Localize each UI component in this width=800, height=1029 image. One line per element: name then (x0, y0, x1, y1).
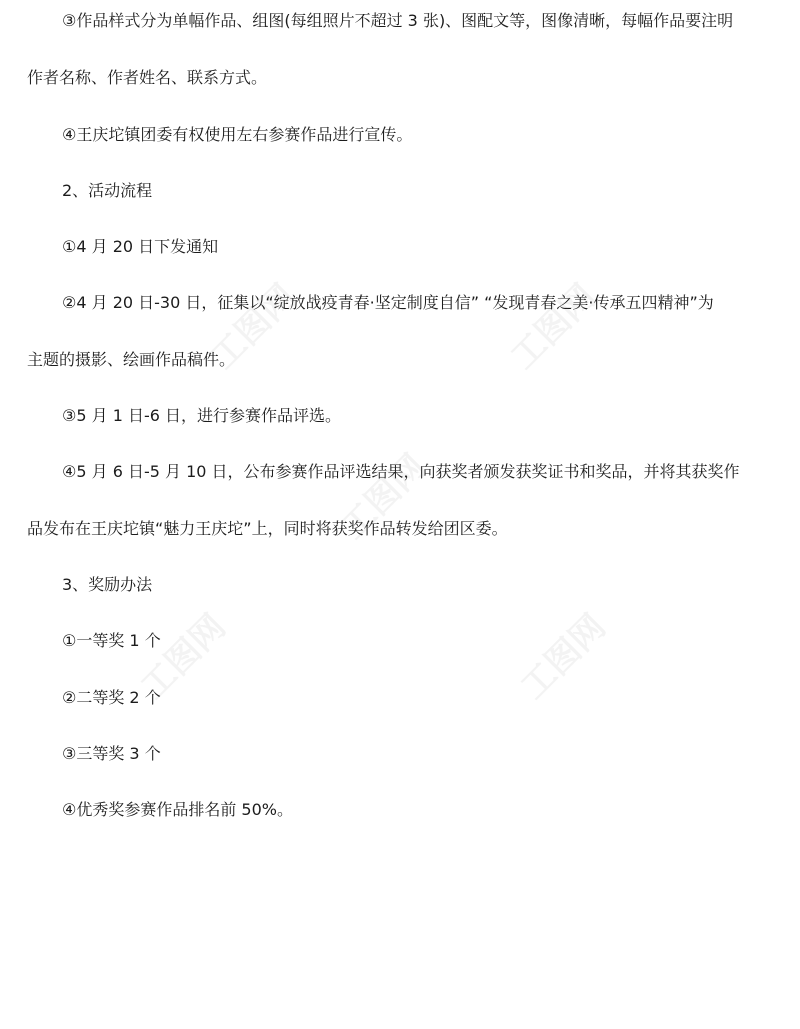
watermark: 工图网 (503, 276, 604, 378)
list-item: ②4 月 20 日-30 日，征集以“绽放战疫青春·坚定制度自信” “发现青春之美·传承五四精神”为 (62, 293, 714, 312)
paragraph-line: 作者名称、作者姓名、联系方式。 (27, 68, 268, 87)
paragraph-line: ③作品样式分为单幅作品、组图(每组照片不超过 3 张)、图配文等，图像清晰，每幅作品要注明 (62, 11, 734, 30)
list-item: ①4 月 20 日下发通知 (62, 237, 219, 256)
watermark: 工图网 (333, 446, 434, 548)
watermark: 工图网 (203, 276, 304, 378)
paragraph-line: 主题的摄影、绘画作品稿件。 (27, 350, 236, 369)
paragraph-line: ④王庆坨镇团委有权使用左右参赛作品进行宣传。 (62, 125, 413, 144)
watermark: 工图网 (133, 606, 234, 708)
list-item: ④优秀奖参赛作品排名前 50%。 (62, 800, 293, 819)
list-item: ①一等奖 1 个 (62, 631, 161, 650)
section-heading: 2、活动流程 (62, 181, 153, 200)
list-item: ③5 月 1 日-6 日，进行参赛作品评选。 (62, 406, 342, 425)
section-heading: 3、奖励办法 (62, 575, 153, 594)
list-item: ③三等奖 3 个 (62, 744, 161, 763)
list-item: ②二等奖 2 个 (62, 688, 161, 707)
watermark: 工图网 (513, 606, 614, 708)
paragraph-line: 品发布在王庆坨镇“魅力王庆坨”上，同时将获奖作品转发给团区委。 (27, 519, 508, 538)
list-item: ④5 月 6 日-5 月 10 日，公布参赛作品评选结果，向获奖者颁发获奖证书和奖品，并将其获奖作 (62, 462, 740, 481)
